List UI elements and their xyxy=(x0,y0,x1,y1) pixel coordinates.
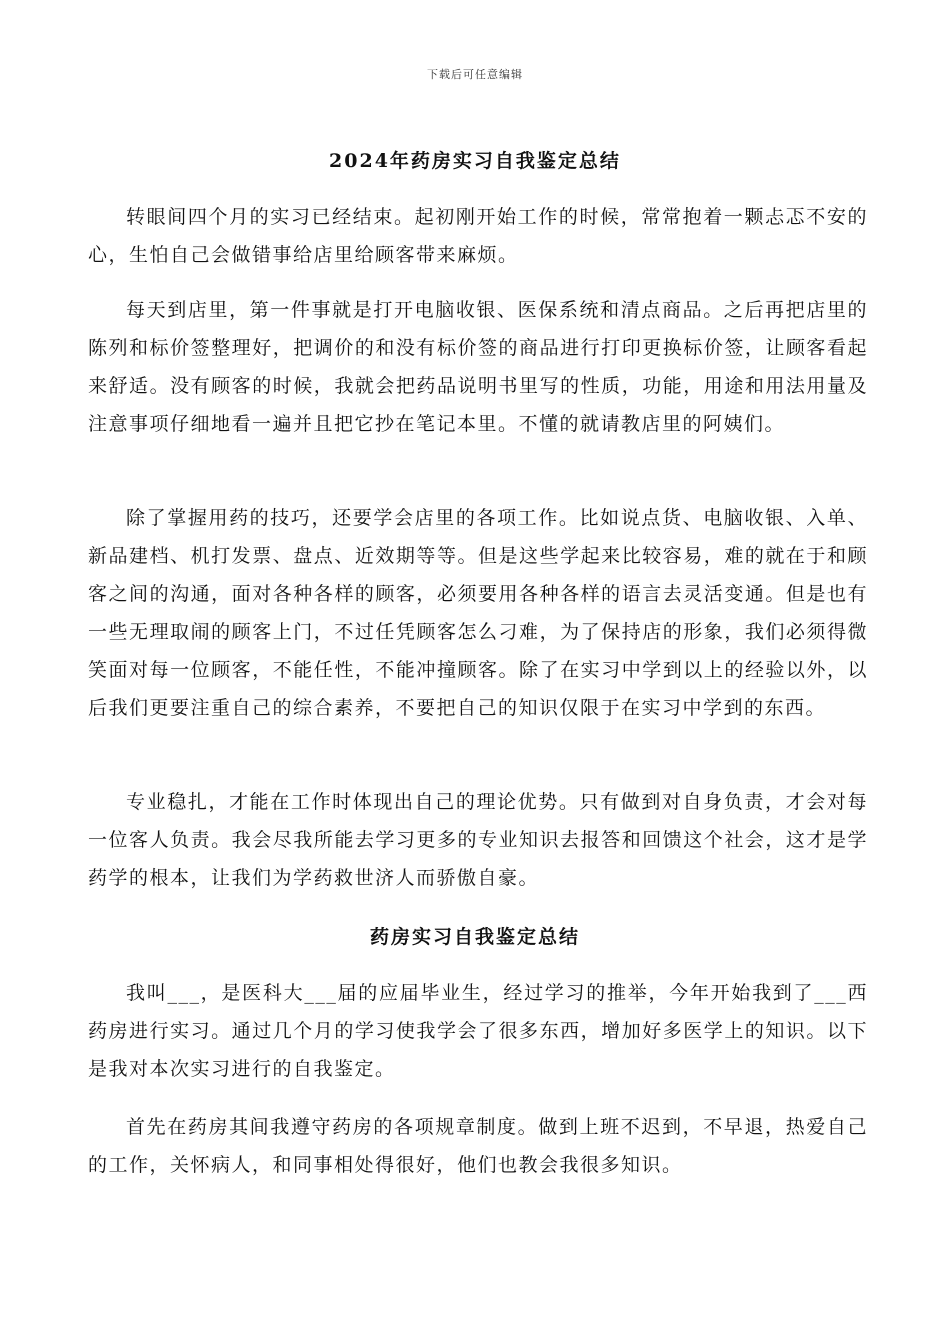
paragraph: 专业稳扎，才能在工作时体现出自己的理论优势。只有做到对自身负责，才会对每一位客人负责。我会尽我所能去学习更多的专业知识去报答和回馈这个社会，这才是学药学的根本，让我们为学药救世济人而骄傲自豪。 xyxy=(88,791,868,889)
paragraph: 每天到店里，第一件事就是打开电脑收银、医保系统和清点商品。之后再把店里的陈列和标价签整理好，把调价的和没有标价签的商品进行打印更换标价签，让顾客看起来舒适。没有顾客的时候，我就会把药品说明书里写的性质，功能，用途和用法用量及注意事项仔细地看一遍并且把它抄在笔记本里。不懂的就请教店里的阿姨们。 xyxy=(88,299,868,435)
paragraph: 转眼间四个月的实习已经结束。起初刚开始工作的时候，常常抱着一颗忐忑不安的心，生怕自己会做错事给店里给顾客带来麻烦。 xyxy=(88,206,868,266)
section-title-2: 药房实习自我鉴定总结 xyxy=(369,926,580,948)
paragraph: 我叫___，是医科大___届的应届毕业生，经过学习的推举，今年开始我到了___西药房进行实习。通过几个月的学习使我学会了很多东西，增加好多医学上的知识。以下是我对本次实习进行的自我鉴定。 xyxy=(88,982,868,1080)
header-note: 下载后可任意编辑 xyxy=(427,68,523,81)
paragraph: 首先在药房其间我遵守药房的各项规章制度。做到上班不迟到，不早退，热爱自己的工作，关怀病人，和同事相处得很好，他们也教会我很多知识。 xyxy=(88,1116,868,1176)
paragraph: 除了掌握用药的技巧，还要学会店里的各项工作。比如说点货、电脑收银、入单、新品建档、机打发票、盘点、近效期等等。但是这些学起来比较容易，难的就在于和顾客之间的沟通，面对各种各样的顾客，必须要用各种各样的语言去灵活变通。但是也有一些无理取闹的顾客上门，不过任凭顾客怎么刁难，为了保持店的形象，我们必须得微笑面对每一位顾客，不能任性，不能冲撞顾客。除了在实习中学到以上的经验以外，以后我们更要注重自己的综合素养，不要把自己的知识仅限于在实习中学到的东西。 xyxy=(88,507,868,719)
section-title-1: 2024年药房实习自我鉴定总结 xyxy=(329,150,621,172)
